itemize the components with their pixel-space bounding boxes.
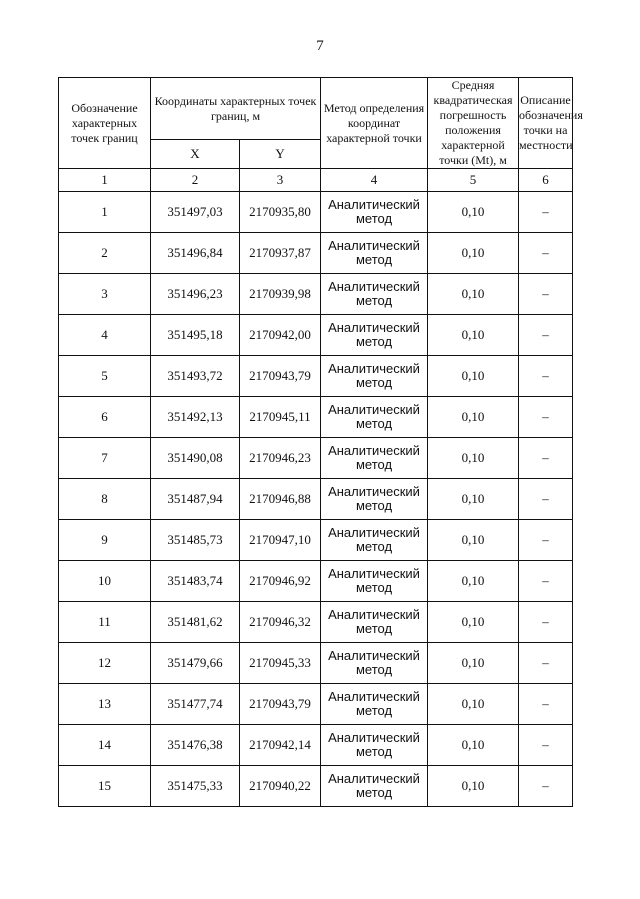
coord-x: 351479,66 [151, 643, 240, 684]
column-number: 6 [519, 169, 573, 192]
description-cell: – [519, 602, 573, 643]
table-row [59, 479, 573, 520]
accuracy-cell: 0,10 [428, 479, 519, 520]
coord-x: 351496,84 [151, 233, 240, 274]
table-row [59, 561, 573, 602]
method-cell: Аналитический метод [321, 356, 428, 397]
method-cell: Аналитический метод [321, 397, 428, 438]
accuracy-cell: 0,10 [428, 233, 519, 274]
description-cell: – [519, 766, 573, 807]
coord-x: 351496,23 [151, 274, 240, 315]
method-cell: Аналитический метод [321, 520, 428, 561]
method-cell: Аналитический метод [321, 561, 428, 602]
accuracy-cell: 0,10 [428, 192, 519, 233]
boundary-points-table [58, 77, 583, 807]
coord-y: 2170943,79 [240, 684, 321, 725]
coord-y: 2170937,87 [240, 233, 321, 274]
description-cell: – [519, 315, 573, 356]
table-row [59, 397, 573, 438]
coord-x: 351477,74 [151, 684, 240, 725]
column-number: 5 [428, 169, 519, 192]
coord-y: 2170945,33 [240, 643, 321, 684]
coord-x: 351485,73 [151, 520, 240, 561]
point-number: 8 [59, 479, 151, 520]
coord-x: 351487,94 [151, 479, 240, 520]
coord-y: 2170947,10 [240, 520, 321, 561]
table-row [59, 684, 573, 725]
accuracy-cell: 0,10 [428, 520, 519, 561]
coord-x: 351476,38 [151, 725, 240, 766]
table-row [59, 192, 573, 233]
description-cell: – [519, 479, 573, 520]
point-number: 12 [59, 643, 151, 684]
accuracy-cell: 0,10 [428, 315, 519, 356]
coord-y: 2170942,00 [240, 315, 321, 356]
coord-y: 2170943,79 [240, 356, 321, 397]
description-cell: – [519, 397, 573, 438]
point-number: 11 [59, 602, 151, 643]
point-number: 9 [59, 520, 151, 561]
accuracy-cell: 0,10 [428, 274, 519, 315]
table-row [59, 520, 573, 561]
coord-x: 351497,03 [151, 192, 240, 233]
coord-x: 351492,13 [151, 397, 240, 438]
point-number: 6 [59, 397, 151, 438]
coord-x: 351483,74 [151, 561, 240, 602]
accuracy-cell: 0,10 [428, 438, 519, 479]
method-cell: Аналитический метод [321, 766, 428, 807]
coord-y: 2170946,23 [240, 438, 321, 479]
table-row [59, 725, 573, 766]
method-cell: Аналитический метод [321, 233, 428, 274]
description-cell: – [519, 684, 573, 725]
description-cell: – [519, 643, 573, 684]
column-number: 4 [321, 169, 428, 192]
table-row [59, 438, 573, 479]
column-number: 1 [59, 169, 151, 192]
header-accuracy: Средняя квадратическая погрешность положения характерной точки (Mt), м [428, 78, 519, 169]
table-row [59, 643, 573, 684]
header-y: Y [240, 140, 321, 169]
coord-y: 2170935,80 [240, 192, 321, 233]
table-row [59, 233, 573, 274]
point-number: 7 [59, 438, 151, 479]
accuracy-cell: 0,10 [428, 643, 519, 684]
coord-y: 2170939,98 [240, 274, 321, 315]
point-number: 15 [59, 766, 151, 807]
table-row [59, 274, 573, 315]
coord-y: 2170946,32 [240, 602, 321, 643]
coord-x: 351493,72 [151, 356, 240, 397]
coord-x: 351490,08 [151, 438, 240, 479]
method-cell: Аналитический метод [321, 438, 428, 479]
description-cell: – [519, 561, 573, 602]
coord-y: 2170946,88 [240, 479, 321, 520]
description-cell: – [519, 192, 573, 233]
coord-x: 351495,18 [151, 315, 240, 356]
coord-x: 351481,62 [151, 602, 240, 643]
point-number: 10 [59, 561, 151, 602]
method-cell: Аналитический метод [321, 725, 428, 766]
accuracy-cell: 0,10 [428, 725, 519, 766]
coord-x: 351475,33 [151, 766, 240, 807]
method-cell: Аналитический метод [321, 479, 428, 520]
column-number: 2 [151, 169, 240, 192]
table-row [59, 602, 573, 643]
coord-y: 2170940,22 [240, 766, 321, 807]
accuracy-cell: 0,10 [428, 397, 519, 438]
coord-y: 2170946,92 [240, 561, 321, 602]
point-number: 2 [59, 233, 151, 274]
description-cell: – [519, 520, 573, 561]
table-row [59, 356, 573, 397]
header-coordinates: Координаты характерных точек границ, м [151, 78, 321, 140]
point-number: 4 [59, 315, 151, 356]
header-method: Метод определения координат характерной точки [321, 78, 428, 169]
description-cell: – [519, 356, 573, 397]
description-cell: – [519, 274, 573, 315]
page-number: 7 [316, 38, 324, 54]
method-cell: Аналитический метод [321, 315, 428, 356]
header-x: X [151, 140, 240, 169]
point-number: 13 [59, 684, 151, 725]
point-number: 1 [59, 192, 151, 233]
point-number: 5 [59, 356, 151, 397]
method-cell: Аналитический метод [321, 192, 428, 233]
table-row [59, 766, 573, 807]
method-cell: Аналитический метод [321, 684, 428, 725]
method-cell: Аналитический метод [321, 274, 428, 315]
accuracy-cell: 0,10 [428, 684, 519, 725]
accuracy-cell: 0,10 [428, 356, 519, 397]
accuracy-cell: 0,10 [428, 602, 519, 643]
description-cell: – [519, 233, 573, 274]
point-number: 3 [59, 274, 151, 315]
point-number: 14 [59, 725, 151, 766]
coord-y: 2170942,14 [240, 725, 321, 766]
table-row [59, 315, 573, 356]
method-cell: Аналитический метод [321, 643, 428, 684]
column-number: 3 [240, 169, 321, 192]
description-cell: – [519, 725, 573, 766]
header-description: Описание обозначения точки на местности [519, 78, 573, 169]
accuracy-cell: 0,10 [428, 561, 519, 602]
method-cell: Аналитический метод [321, 602, 428, 643]
description-cell: – [519, 438, 573, 479]
header-designation: Обозначение характерных точек границ [59, 78, 151, 169]
coord-y: 2170945,11 [240, 397, 321, 438]
accuracy-cell: 0,10 [428, 766, 519, 807]
